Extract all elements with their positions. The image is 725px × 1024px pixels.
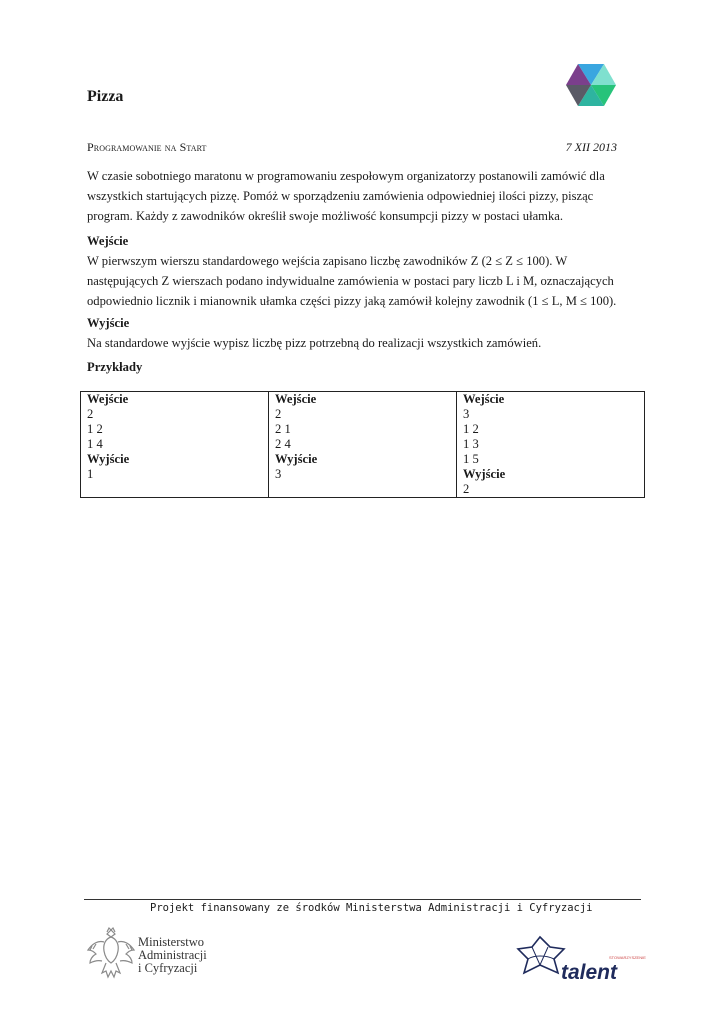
example-input-line: 2 4 [275,437,291,451]
example-input-line: 1 2 [87,422,103,436]
footer-divider [84,899,641,900]
example-input-label: Wejście [463,392,505,406]
talent-wordmark: talent [561,961,618,984]
output-heading: Wyjście [87,316,130,330]
example-output-label: Wyjście [463,467,506,481]
subject-label: Programowanie na Start [87,140,207,154]
example-input-line: 1 4 [87,437,103,451]
example-input-line: 1 5 [463,452,479,466]
output-section [87,313,637,353]
example-input-line: 1 3 [463,437,479,451]
output-description: Na standardowe wyjście wypisz liczbę pizz potrzebną do realizacji wszystkich zamówień. [87,336,542,350]
hexagon-logo-icon [566,64,616,106]
example-input-line: 2 1 [275,422,291,436]
example-output-line: 3 [275,467,282,481]
examples-heading: Przykłady [87,360,143,374]
example-output-line: 2 [463,482,470,496]
ministry-name-line: Ministerstwo [138,935,204,949]
example-cell-2 [269,392,457,498]
input-heading: Wejście [87,234,129,248]
input-section [87,231,637,311]
example-cell-1 [81,392,269,498]
example-input-line: 2 [275,407,282,421]
example-input-line: 2 [87,407,94,421]
polish-eagle-emblem-icon [86,926,136,982]
example-input-line: 3 [463,407,470,421]
ministry-name [138,936,207,975]
example-cell-3 [457,392,645,498]
example-output-label: Wyjście [87,452,130,466]
example-output-line: 1 [87,467,94,481]
ministry-name-line: Administracji [138,948,207,962]
date-label: 7 XII 2013 [565,140,617,154]
input-description: W pierwszym wierszu standardowego wejścia zapisano liczbę zawodników Z (2 ≤ Z ≤ 100). W następujących Z wierszach podano indywidualne zamówienia w postaci pary liczb L i M, oznaczających odpowiednio licznik i mianownik ułamka części pizzy jaką zamówił kolejny zawodnik (1 ≤ L, M ≤ 100). [87,254,617,308]
intro-paragraph: W czasie sobotniego maratonu w programowaniu zespołowym organizatorzy postanowili zamówić dla wszystkich startujących pizzę. Pomóż w sporządzeniu zamówienia odpowiedniej ilości pizzy, pisząc program. Każdy z zawodników określił swoje możliwość konsumpcji pizzy w postaci ułamka. [87,169,605,223]
example-input-label: Wejście [275,392,317,406]
examples-table [80,391,645,498]
example-output-label: Wyjście [275,452,318,466]
funding-note: Projekt finansowany ze środków Ministerstwa Administracji i Cyfryzacji [150,902,593,914]
talent-small-label: STOWARZYSZENIE [609,955,646,960]
page-title: Pizza [87,88,124,105]
example-input-line: 1 2 [463,422,479,436]
example-input-label: Wejście [87,392,129,406]
ministry-name-line: i Cyfryzacji [138,961,198,975]
examples-row [81,392,645,498]
